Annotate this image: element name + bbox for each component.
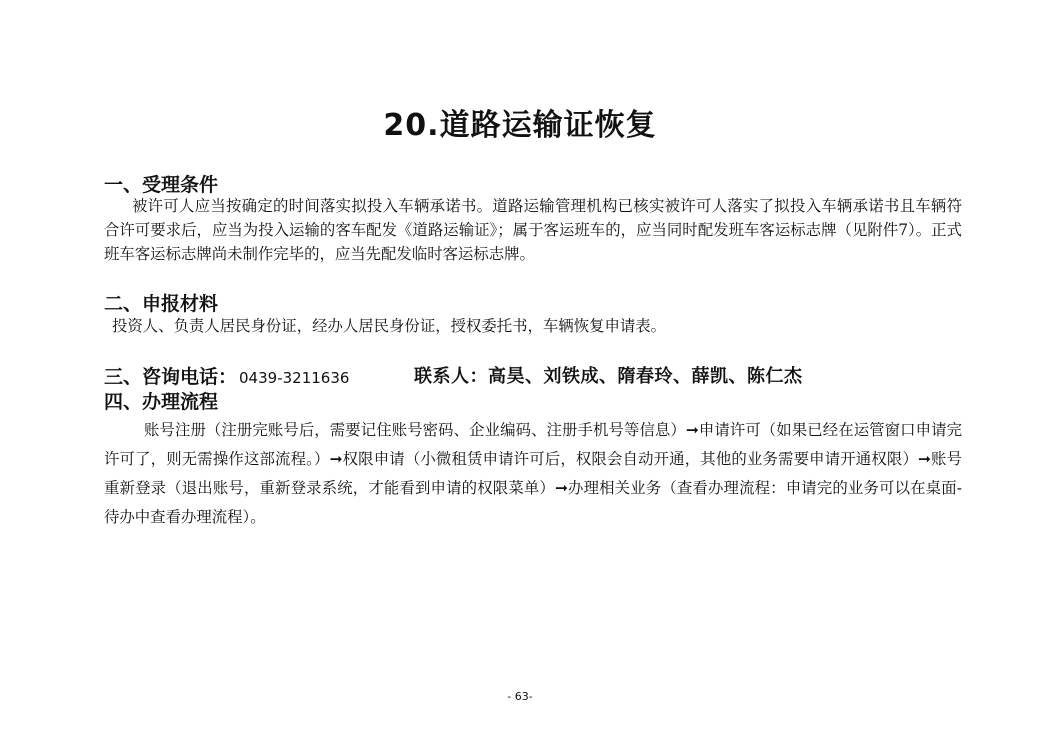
section-heading-process: 四、办理流程 — [104, 391, 219, 413]
page-title: 20.道路运输证恢复 — [383, 108, 657, 143]
section-heading-application-materials: 二、申报材料 — [104, 293, 219, 315]
phone-number: 0439-3211636 — [239, 369, 350, 387]
page-number: - 63- — [507, 690, 533, 703]
process-text: 账号注册（注册完账号后，需要记住账号密码、企业编码、注册手机号等信息）➞申请许可（如果已经在运管窗口申请完许可了，则无需操作这部流程。）➞权限申请（小微租赁申请许可后，权限会自动开通，其他的业务需要申请开通权限）➞账号重新登录（退出账号，重新登录系统，才能看到申请的权限菜单）➞办理相关业务（查看办理流程：申请完的业务可以在桌面-待办中查看办理流程）。 — [104, 421, 962, 526]
contact-persons: 联系人：高昊、刘铁成、隋春玲、薛凯、陈仁杰 — [414, 366, 803, 387]
consultation-phone-line — [104, 362, 349, 389]
section-heading-acceptance-conditions: 一、受理条件 — [104, 174, 219, 196]
acceptance-conditions-text: 被许可人应当按确定的时间落实拟投入车辆承诺书。道路运输管理机构已核实被许可人落实了拟投入车辆承诺书且车辆符合许可要求后，应当为投入运输的客车配发《道路运输证》；属于客运班车的，应当同时配发班车客运标志牌（见附件7）。正式班车客运标志牌尚未制作完毕的，应当先配发临时客运标志牌。 — [104, 197, 962, 263]
application-materials-text: 投资人、负责人居民身份证，经办人居民身份证，授权委托书，车辆恢复申请表。 — [112, 317, 667, 335]
section-heading-consultation-phone: 三、咨询电话： — [104, 366, 238, 388]
